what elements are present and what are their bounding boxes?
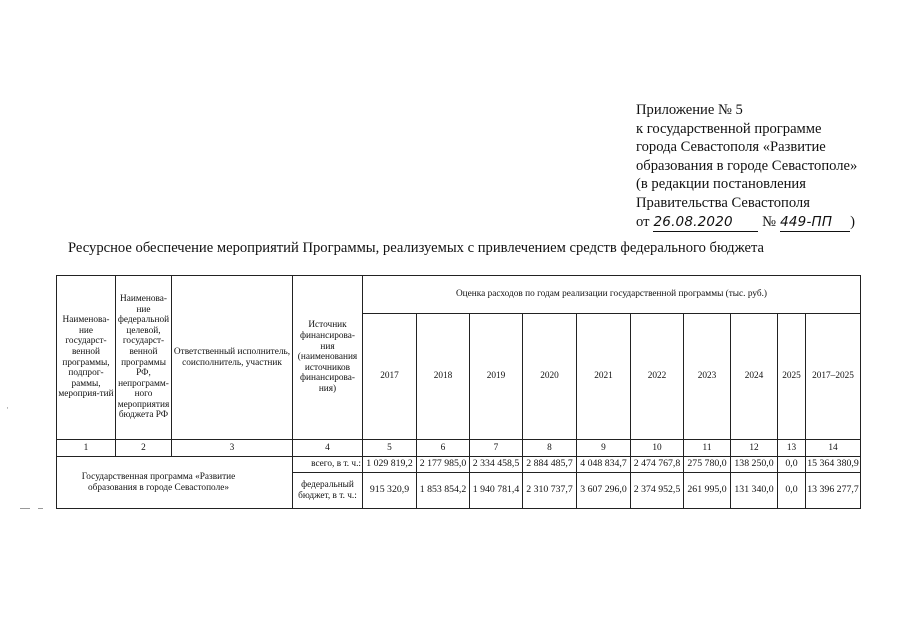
number-field	[780, 213, 850, 233]
appendix-line-2: к государственной программе	[636, 120, 822, 137]
column-number: 12	[731, 440, 778, 457]
header-col-3: Ответственный исполнитель, соисполнитель, участник	[172, 276, 293, 440]
from-label: от	[636, 213, 650, 230]
scan-mark: ·	[6, 403, 9, 413]
header-col-1: Наименова-ние государст-венной программы, подпрог-раммы, мероприя-тий	[57, 276, 116, 440]
value-cell: 0,0	[778, 457, 806, 473]
value-cell: 1 853 854,2	[417, 473, 470, 509]
header-col-2: Наименова-ние федеральной целевой, государст-венной программы РФ, непрограмм-ного мероприятия бюджета РФ	[116, 276, 172, 440]
value-cell: 138 250,0	[731, 457, 778, 473]
value-cell: 13 396 277,7	[806, 473, 861, 509]
column-number: 9	[577, 440, 631, 457]
date-field	[653, 213, 758, 233]
value-cell: 915 320,9	[363, 473, 417, 509]
value-cell: 261 995,0	[684, 473, 731, 509]
value-cell: 2 884 485,7	[523, 457, 577, 473]
header-year: 2019	[470, 314, 523, 440]
value-cell: 2 310 737,7	[523, 473, 577, 509]
header-year: 2023	[684, 314, 731, 440]
column-number: 13	[778, 440, 806, 457]
header-year: 2018	[417, 314, 470, 440]
column-number: 1	[57, 440, 116, 457]
appendix-line-5: (в редакции постановления	[636, 176, 806, 193]
column-number: 6	[417, 440, 470, 457]
column-number: 4	[293, 440, 363, 457]
column-number: 5	[363, 440, 417, 457]
program-name: Государственная программа «Развитие образования в городе Севастополе»	[57, 457, 293, 509]
resource-table	[56, 275, 861, 509]
value-cell: 275 780,0	[684, 457, 731, 473]
header-year-total: 2017–2025	[806, 314, 861, 440]
header-year: 2021	[577, 314, 631, 440]
header-year: 2017	[363, 314, 417, 440]
column-number: 11	[684, 440, 731, 457]
value-cell: 4 048 834,7	[577, 457, 631, 473]
value-cell: 2 374 952,5	[631, 473, 684, 509]
header-col-4: Источник финансирова-ния (наименования источников финансирова-ния)	[293, 276, 363, 440]
column-number: 14	[806, 440, 861, 457]
number-label: №	[762, 213, 777, 230]
value-cell: 3 607 296,0	[577, 473, 631, 509]
value-cell: 2 474 767,8	[631, 457, 684, 473]
header-estimate: Оценка расходов по годам реализации государственной программы (тыс. руб.)	[363, 276, 861, 314]
appendix-block	[636, 101, 886, 232]
date-value: 26.08.2020	[653, 213, 733, 230]
value-cell: 1 029 819,2	[363, 457, 417, 473]
value-cell: 2 334 458,5	[470, 457, 523, 473]
column-number: 10	[631, 440, 684, 457]
appendix-date-line	[636, 213, 886, 233]
column-number: 7	[470, 440, 523, 457]
header-year: 2025	[778, 314, 806, 440]
closing-paren: )	[850, 213, 855, 230]
appendix-line-3: города Севастополя «Развитие	[636, 139, 826, 156]
number-value: 449-ПП	[780, 213, 833, 230]
column-number: 8	[523, 440, 577, 457]
column-number: 2	[116, 440, 172, 457]
value-cell: 1 940 781,4	[470, 473, 523, 509]
source-cell: всего, в т. ч.:	[293, 457, 363, 473]
value-cell: 2 177 985,0	[417, 457, 470, 473]
appendix-line-4: образования в городе Севастополе»	[636, 157, 858, 174]
header-year: 2024	[731, 314, 778, 440]
header-year: 2022	[631, 314, 684, 440]
value-cell: 131 340,0	[731, 473, 778, 509]
value-cell: 0,0	[778, 473, 806, 509]
page-title: Ресурсное обеспечение мероприятий Программы, реализуемых с привлечением средств федерального бюджета	[68, 240, 764, 256]
column-number: 3	[172, 440, 293, 457]
scan-dash	[38, 508, 43, 509]
value-cell: 15 364 380,9	[806, 457, 861, 473]
appendix-line-1: Приложение № 5	[636, 102, 743, 118]
scan-dash	[20, 508, 30, 509]
table-row	[57, 457, 861, 473]
header-year: 2020	[523, 314, 577, 440]
appendix-line-6: Правительства Севастополя	[636, 194, 810, 211]
source-cell: федеральный бюджет, в т. ч.:	[293, 473, 363, 509]
